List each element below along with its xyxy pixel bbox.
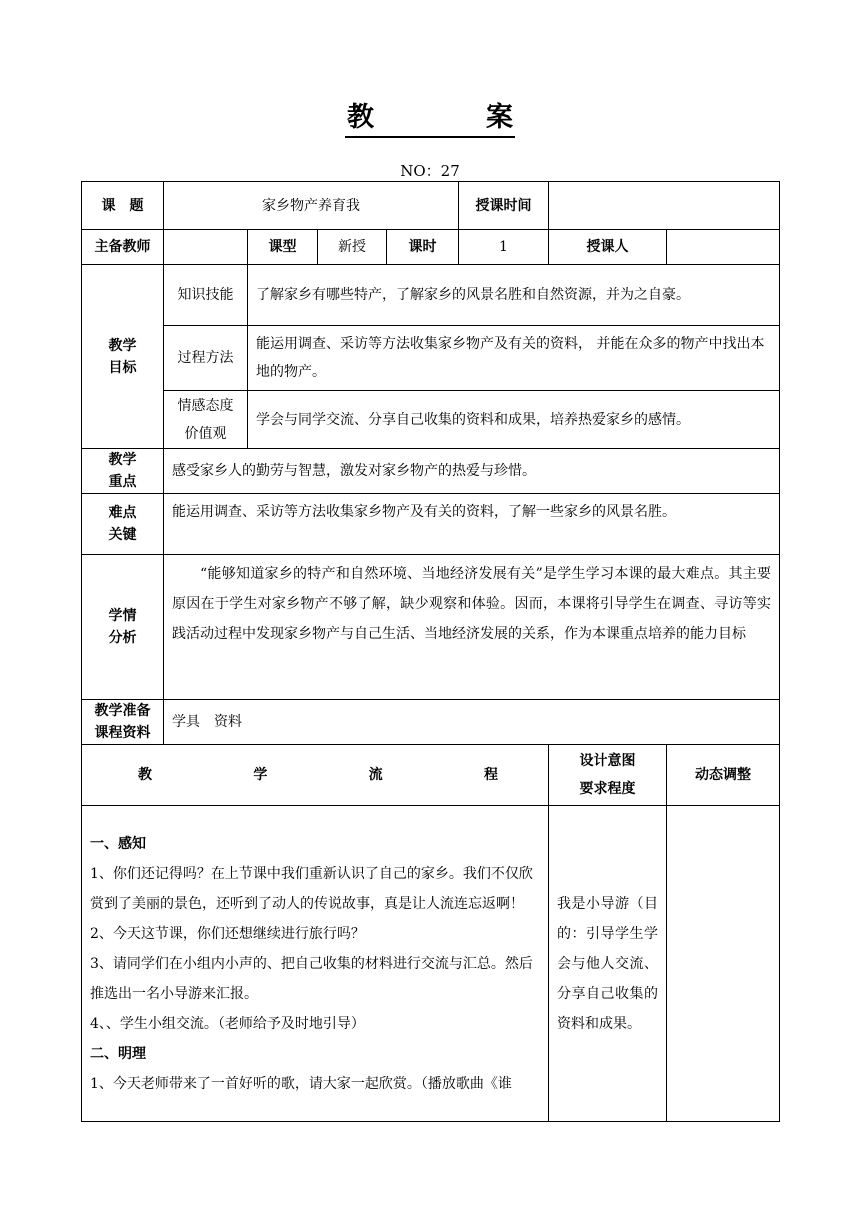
flow-head-char: 程 [483, 767, 498, 783]
goal-name: 情感态度 价值观 [164, 391, 248, 449]
title-underlined: 教 案 [345, 100, 515, 138]
difficulty-row [82, 494, 780, 555]
goal-name: 过程方法 [164, 326, 248, 391]
flow-body-row [82, 806, 780, 1122]
flow-content [82, 806, 549, 1122]
flow-line: 2、今天这节课，你们还想继续进行旅行吗？ [90, 925, 365, 942]
lecturer-label: 授课人 [549, 230, 667, 265]
time-value[interactable] [549, 182, 780, 230]
flow-line: 3、请同学们在小组内小声的、把自己收集的材料进行交流与汇总。然后推选出一名小导游来汇报。 [90, 955, 533, 1002]
goal-row-attitude [82, 391, 780, 449]
goal-text: 了解家乡有哪些特产，了解家乡的风景名胜和自然资源，并为之自豪。 [248, 265, 780, 326]
lesson-number: NO：27 [400, 162, 460, 180]
goal-name: 知识技能 [164, 265, 248, 326]
type-label: 课型 [248, 230, 318, 265]
prep-row [82, 700, 780, 745]
flow-line: 一、感知 [90, 835, 146, 852]
document-title [0, 100, 860, 138]
adjust-label: 动态调整 [667, 745, 780, 806]
intent-cell [549, 806, 667, 1122]
analysis-row [82, 555, 780, 700]
flow-head-char: 学 [253, 767, 268, 783]
difficulty-text: 能运用调查、采访等方法收集家乡物产及有关的资料，了解一些家乡的风景名胜。 [164, 494, 780, 555]
flow-line: 1、你们还记得吗？在上节课中我们重新认识了自己的家乡。我们不仅欣赏到了美丽的景色，还听到了动人的传说故事，真是让人流连忘返啊！ [90, 865, 533, 912]
type-value: 新授 [318, 230, 387, 265]
flow-head-char: 流 [368, 767, 383, 783]
focus-text: 感受家乡人的勤劳与智慧，激发对家乡物产的热爱与珍惜。 [164, 449, 780, 494]
lecturer-value[interactable] [667, 230, 780, 265]
difficulty-label: 难点 关键 [82, 494, 164, 555]
teacher-value[interactable] [164, 230, 248, 265]
flow-line: 1、今天老师带来了一首好听的歌，请大家一起欣赏。（播放歌曲《谁 [90, 1075, 512, 1092]
flow-line: 4、、学生小组交流。（老师给予及时地引导） [90, 1015, 365, 1032]
goal-text: 学会与同学交流、分享自己收集的资料和成果，培养热爱家乡的感情。 [248, 391, 780, 449]
adjust-cell[interactable] [667, 806, 780, 1122]
goal-text: 能运用调查、采访等方法收集家乡物产及有关的资料， 并能在众多的物产中找出本地的物产。 [248, 326, 780, 391]
goal-row-knowledge [82, 265, 780, 326]
topic-row [82, 182, 780, 230]
lesson-plan-table [81, 181, 780, 1122]
topic-value: 家乡物产养育我 [164, 182, 459, 230]
topic-label: 课 题 [82, 182, 164, 230]
flow-header [82, 745, 549, 806]
teacher-row [82, 230, 780, 265]
focus-row [82, 449, 780, 494]
hours-label: 课时 [387, 230, 459, 265]
goals-label: 教学 目标 [82, 265, 164, 449]
focus-label: 教学 重点 [82, 449, 164, 494]
analysis-text: “能够知道家乡的特产和自然环境、当地经济发展有关”是学生学习本课的最大难点。其主要原因在于学生对家乡物产不够了解，缺少观察和体验。因而，本课将引导学生在调查、寻访等实践活动过程中发现家乡物产与自己生活、当地经济发展的关系，作为本课重点培养的能力目标 [164, 555, 780, 700]
prep-text: 学具 资料 [164, 700, 780, 745]
intent-label: 设计意图 要求程度 [549, 745, 667, 806]
flow-line: 二、明理 [90, 1045, 146, 1062]
goal-row-process [82, 326, 780, 391]
flow-header-row [82, 745, 780, 806]
analysis-label: 学情 分析 [82, 555, 164, 700]
hours-value: 1 [459, 230, 549, 265]
flow-head-char: 教 [138, 767, 152, 783]
teacher-label: 主备教师 [82, 230, 164, 265]
prep-label: 教学准备 课程资料 [82, 700, 164, 745]
time-label: 授课时间 [459, 182, 549, 230]
intent-text: 我是小导游（目的：引导学生学会与他人交流、分享自己收集的资料和成果。 [557, 895, 658, 1032]
